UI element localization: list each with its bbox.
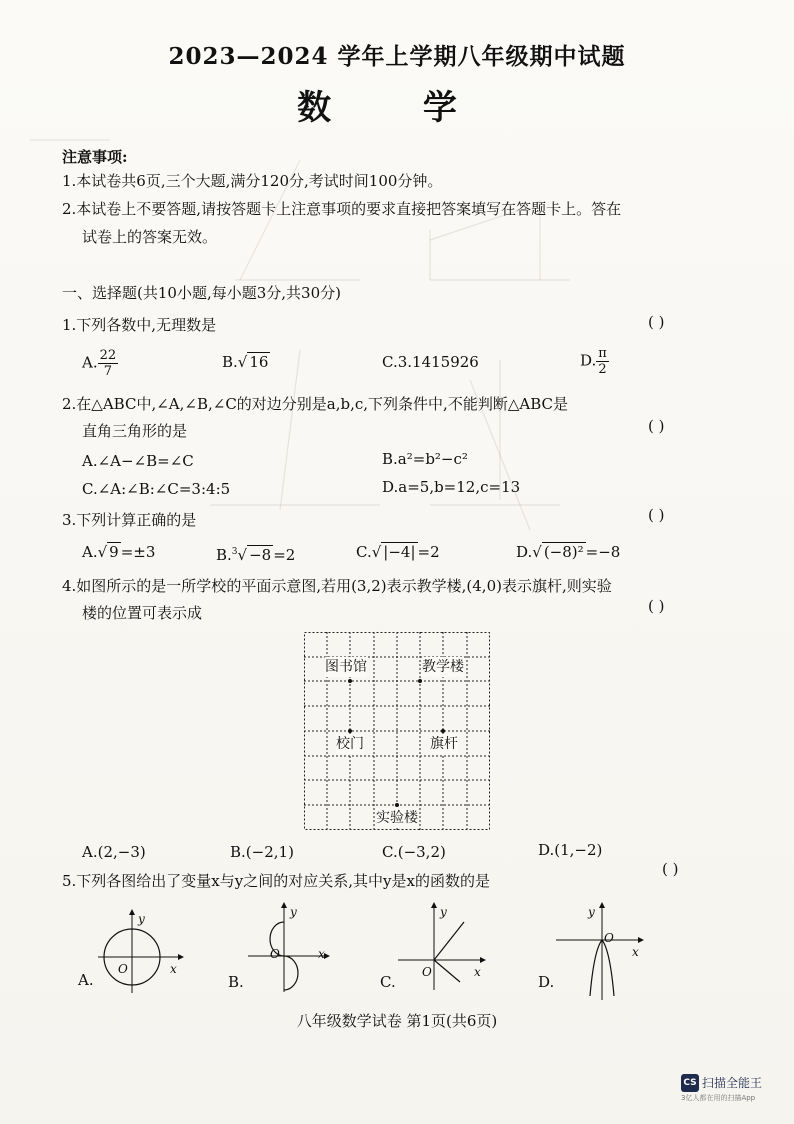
graph-d-y-label: y <box>588 905 595 919</box>
flagpole-dot <box>441 729 445 733</box>
scanner-watermark <box>681 1072 762 1103</box>
gate-dot <box>348 729 352 733</box>
teaching-building-dot <box>418 679 422 683</box>
graph-a-y-label: y <box>138 912 145 926</box>
q4-option-b: B.(−2,1) <box>230 843 294 861</box>
question-2-stem: 2.在△ABC中,∠A,∠B,∠C的对边分别是a,b,c,下列条件中,不能判断△ABC是 <box>62 395 568 413</box>
q5-option-b: B. <box>228 973 244 991</box>
answer-paren-1: ( ) <box>648 313 665 331</box>
library-dot <box>348 679 352 683</box>
subject-title: 数 学 <box>297 88 497 128</box>
question-2-stem-cont: 直角三角形的是 <box>82 422 188 440</box>
answer-paren-2: ( ) <box>648 417 665 435</box>
lab-building-dot <box>395 803 399 807</box>
graph-a-x-label: x <box>170 962 177 976</box>
teaching-building-label: 教学楼 <box>422 659 464 675</box>
q5-graph-a <box>98 907 188 993</box>
answer-paren-4: ( ) <box>648 597 665 615</box>
note-item-1: 1.本试卷共6页,三个大题,满分120分,考试时间100分钟。 <box>62 172 443 190</box>
graph-c-origin-label: O <box>422 965 432 979</box>
gate-label: 校门 <box>336 736 364 752</box>
q5-graph-b <box>248 900 338 992</box>
q5-option-c: C. <box>380 973 396 991</box>
q3-option-c: C.√ |−4| =2 <box>356 543 440 561</box>
q1-option-b: B.√ 16 <box>222 353 269 371</box>
school-map-figure <box>304 632 490 830</box>
graph-c-y-label: y <box>440 905 447 919</box>
graph-b-origin-label: O <box>270 947 280 961</box>
q1-option-d: D. $\frac{\pi}{2}$ <box>580 346 607 377</box>
scanner-tagline: 3亿人都在用的扫描App <box>681 1093 756 1102</box>
q5-option-d: D. <box>538 973 555 991</box>
question-3-stem: 3.下列计算正确的是 <box>62 511 197 529</box>
q2-option-d: D.a=5,b=12,c=13 <box>382 478 521 496</box>
section-heading: 一、选择题(共10小题,每小题3分,共30分) <box>62 284 341 302</box>
q2-option-b: B.a²=b²−c² <box>382 450 468 468</box>
q5-graph-d <box>556 900 652 1000</box>
graph-d-origin-label: O <box>604 931 614 945</box>
graph-b-x-label: x <box>318 947 325 961</box>
question-1-stem: 1.下列各数中,无理数是 <box>62 316 217 334</box>
camscanner-logo-icon: CS <box>681 1074 699 1092</box>
answer-paren-5: ( ) <box>662 860 679 878</box>
q4-option-c: C.(−3,2) <box>382 843 446 861</box>
library-label: 图书馆 <box>325 659 367 675</box>
q5-option-a: A. <box>78 971 94 989</box>
graph-b-y-label: y <box>290 905 297 919</box>
graph-d-x-label: x <box>632 945 639 959</box>
q1-option-c: C.3.1415926 <box>382 353 479 371</box>
q3-option-b: B.$^3$√ −8 =2 <box>216 546 296 564</box>
question-5-stem: 5.下列各图给出了变量x与y之间的对应关系,其中y是x的函数的是 <box>62 872 490 890</box>
q2-option-a: A.∠A−∠B=∠C <box>82 452 194 470</box>
note-item-2: 2.本试卷上不要答题,请按答题卡上注意事项的要求直接把答案填写在答题卡上。答在 <box>62 200 622 218</box>
q4-option-d: D.(1,−2) <box>538 841 603 859</box>
question-4-stem-cont: 楼的位置可表示成 <box>82 604 203 622</box>
flagpole-label: 旗杆 <box>430 736 458 752</box>
lab-building-label: 实验楼 <box>376 810 418 826</box>
q5-graph-c <box>398 900 494 990</box>
graph-a-origin-label: O <box>118 962 128 976</box>
q2-option-c: C.∠A:∠B:∠C=3:4:5 <box>82 480 231 498</box>
exam-title: 2023—2024 学年上学期八年级期中试题 <box>168 43 626 70</box>
q4-option-a: A.(2,−3) <box>82 843 146 861</box>
scanner-app-name: 扫描全能王 <box>702 1076 763 1090</box>
graph-c-x-label: x <box>474 965 481 979</box>
answer-paren-3: ( ) <box>648 506 665 524</box>
note-item-2-cont: 试卷上的答案无效。 <box>82 228 218 246</box>
q3-option-d: D.√ (−8)² =−8 <box>516 543 621 561</box>
page-footer: 八年级数学试卷 第1页(共6页) <box>296 1012 498 1030</box>
notes-heading: 注意事项: <box>62 148 128 166</box>
question-4-stem: 4.如图所示的是一所学校的平面示意图,若用(3,2)表示教学楼,(4,0)表示旗杆,则实验 <box>62 577 612 595</box>
q1-option-a: A. $\frac{22}{7}$ <box>82 348 117 379</box>
q3-option-a: A.√ 9 =±3 <box>82 543 156 561</box>
